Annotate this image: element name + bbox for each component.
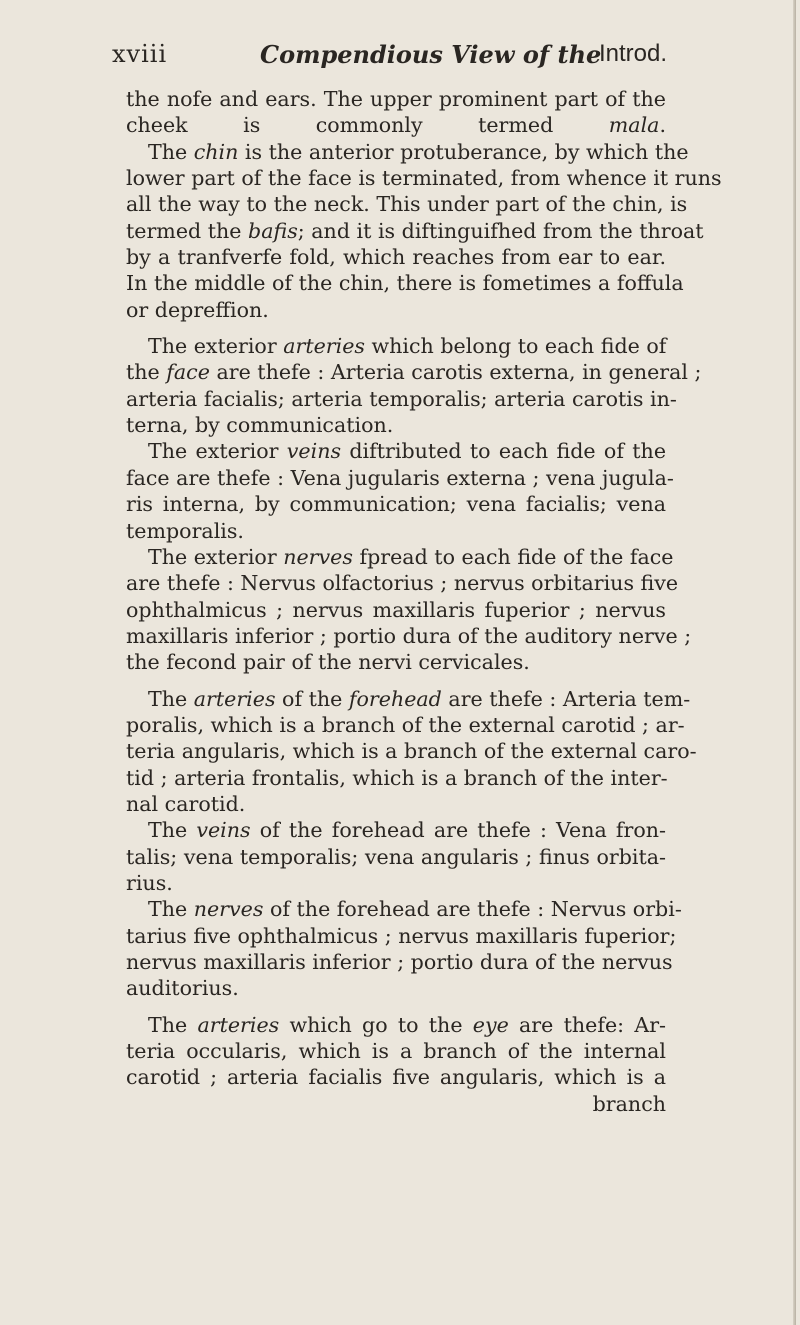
body-text	[126, 86, 722, 1117]
text-line: The exterior arteries which belong to each fide of	[148, 334, 667, 359]
text-line: ris interna, by communication; vena facialis; vena	[126, 492, 666, 517]
running-title: Compendious View of the	[260, 40, 602, 69]
text-line: are thefe : Nervus olfactorius ; nervus orbitarius five	[126, 571, 679, 596]
text-line: teria occularis, which is a branch of the internal	[126, 1039, 666, 1064]
text-line: termed the bafis; and it is diftinguifhed from the throat	[126, 218, 704, 243]
text-line: maxillaris inferior ; portio dura of the auditory nerve ;	[126, 623, 692, 648]
text-line: ophthalmicus ; nervus maxillaris fuperior ; nervus	[126, 597, 666, 622]
text-line: The nerves of the forehead are thefe : Nervus orbi-	[148, 897, 682, 922]
text-line: all the way to the neck. This under part of the chin, is	[126, 192, 688, 217]
text-line: tid ; arteria frontalis, which is a branch of the inter-	[126, 765, 668, 790]
text-line: the nofe and ears. The upper prominent part of the	[126, 87, 666, 111]
text-line: by a tranfverfe fold, which reaches from ear to ear.	[126, 245, 666, 270]
text-line: the fecond pair of the nervi cervicales.	[126, 650, 530, 675]
text-line: The chin is the anterior protuberance, by which the	[148, 139, 689, 164]
text-line: rius.	[126, 870, 173, 895]
text-line: nervus maxillaris inferior ; portio dura of the nervus	[126, 950, 673, 974]
text-line: cheek is commonly termed mala.	[126, 113, 666, 138]
text-line: The veins of the forehead are thefe : Vena fron-	[148, 818, 666, 843]
text-line: teria angularis, which is a branch of the external caro-	[126, 739, 697, 764]
text-line: carotid ; arteria facialis five angularis, which is a	[126, 1065, 666, 1090]
text-line: terna, by communication.	[126, 413, 394, 438]
text-line: face are thefe : Vena jugularis externa ; vena jugula-	[126, 465, 674, 490]
text-line: or depreffion.	[126, 297, 269, 322]
text-line: The exterior veins diftributed to each fide of the	[148, 439, 667, 464]
text-line: arteria facialis; arteria temporalis; arteria carotis in-	[126, 386, 677, 411]
text-line: auditorius.	[126, 976, 239, 1001]
text-line: The exterior nerves fpread to each fide of the face	[148, 544, 674, 569]
text-line: poralis, which is a branch of the external carotid ; ar-	[126, 712, 685, 737]
catchword: branch	[592, 1091, 666, 1116]
section-label: Introd.	[598, 40, 667, 67]
page-number: xviii	[112, 40, 168, 68]
text-line: The arteries which go to the eye are thefe: Ar-	[148, 1012, 666, 1037]
text-line: temporalis.	[126, 518, 244, 543]
text-line: The arteries of the forehead are thefe : Arteria tem-	[148, 686, 691, 711]
text-line: the face are thefe : Arteria carotis externa, in general ;	[126, 360, 702, 385]
running-header	[112, 40, 667, 76]
page-edge	[793, 0, 796, 1325]
text-line: tarius five ophthalmicus ; nervus maxillaris fuperior;	[126, 923, 677, 948]
text-line: lower part of the face is terminated, from whence it runs	[126, 166, 722, 191]
text-line: nal carotid.	[126, 791, 246, 816]
text-line: In the middle of the chin, there is fometimes a foffula	[126, 271, 684, 296]
text-line: talis; vena temporalis; vena angularis ; finus orbita-	[126, 844, 666, 869]
